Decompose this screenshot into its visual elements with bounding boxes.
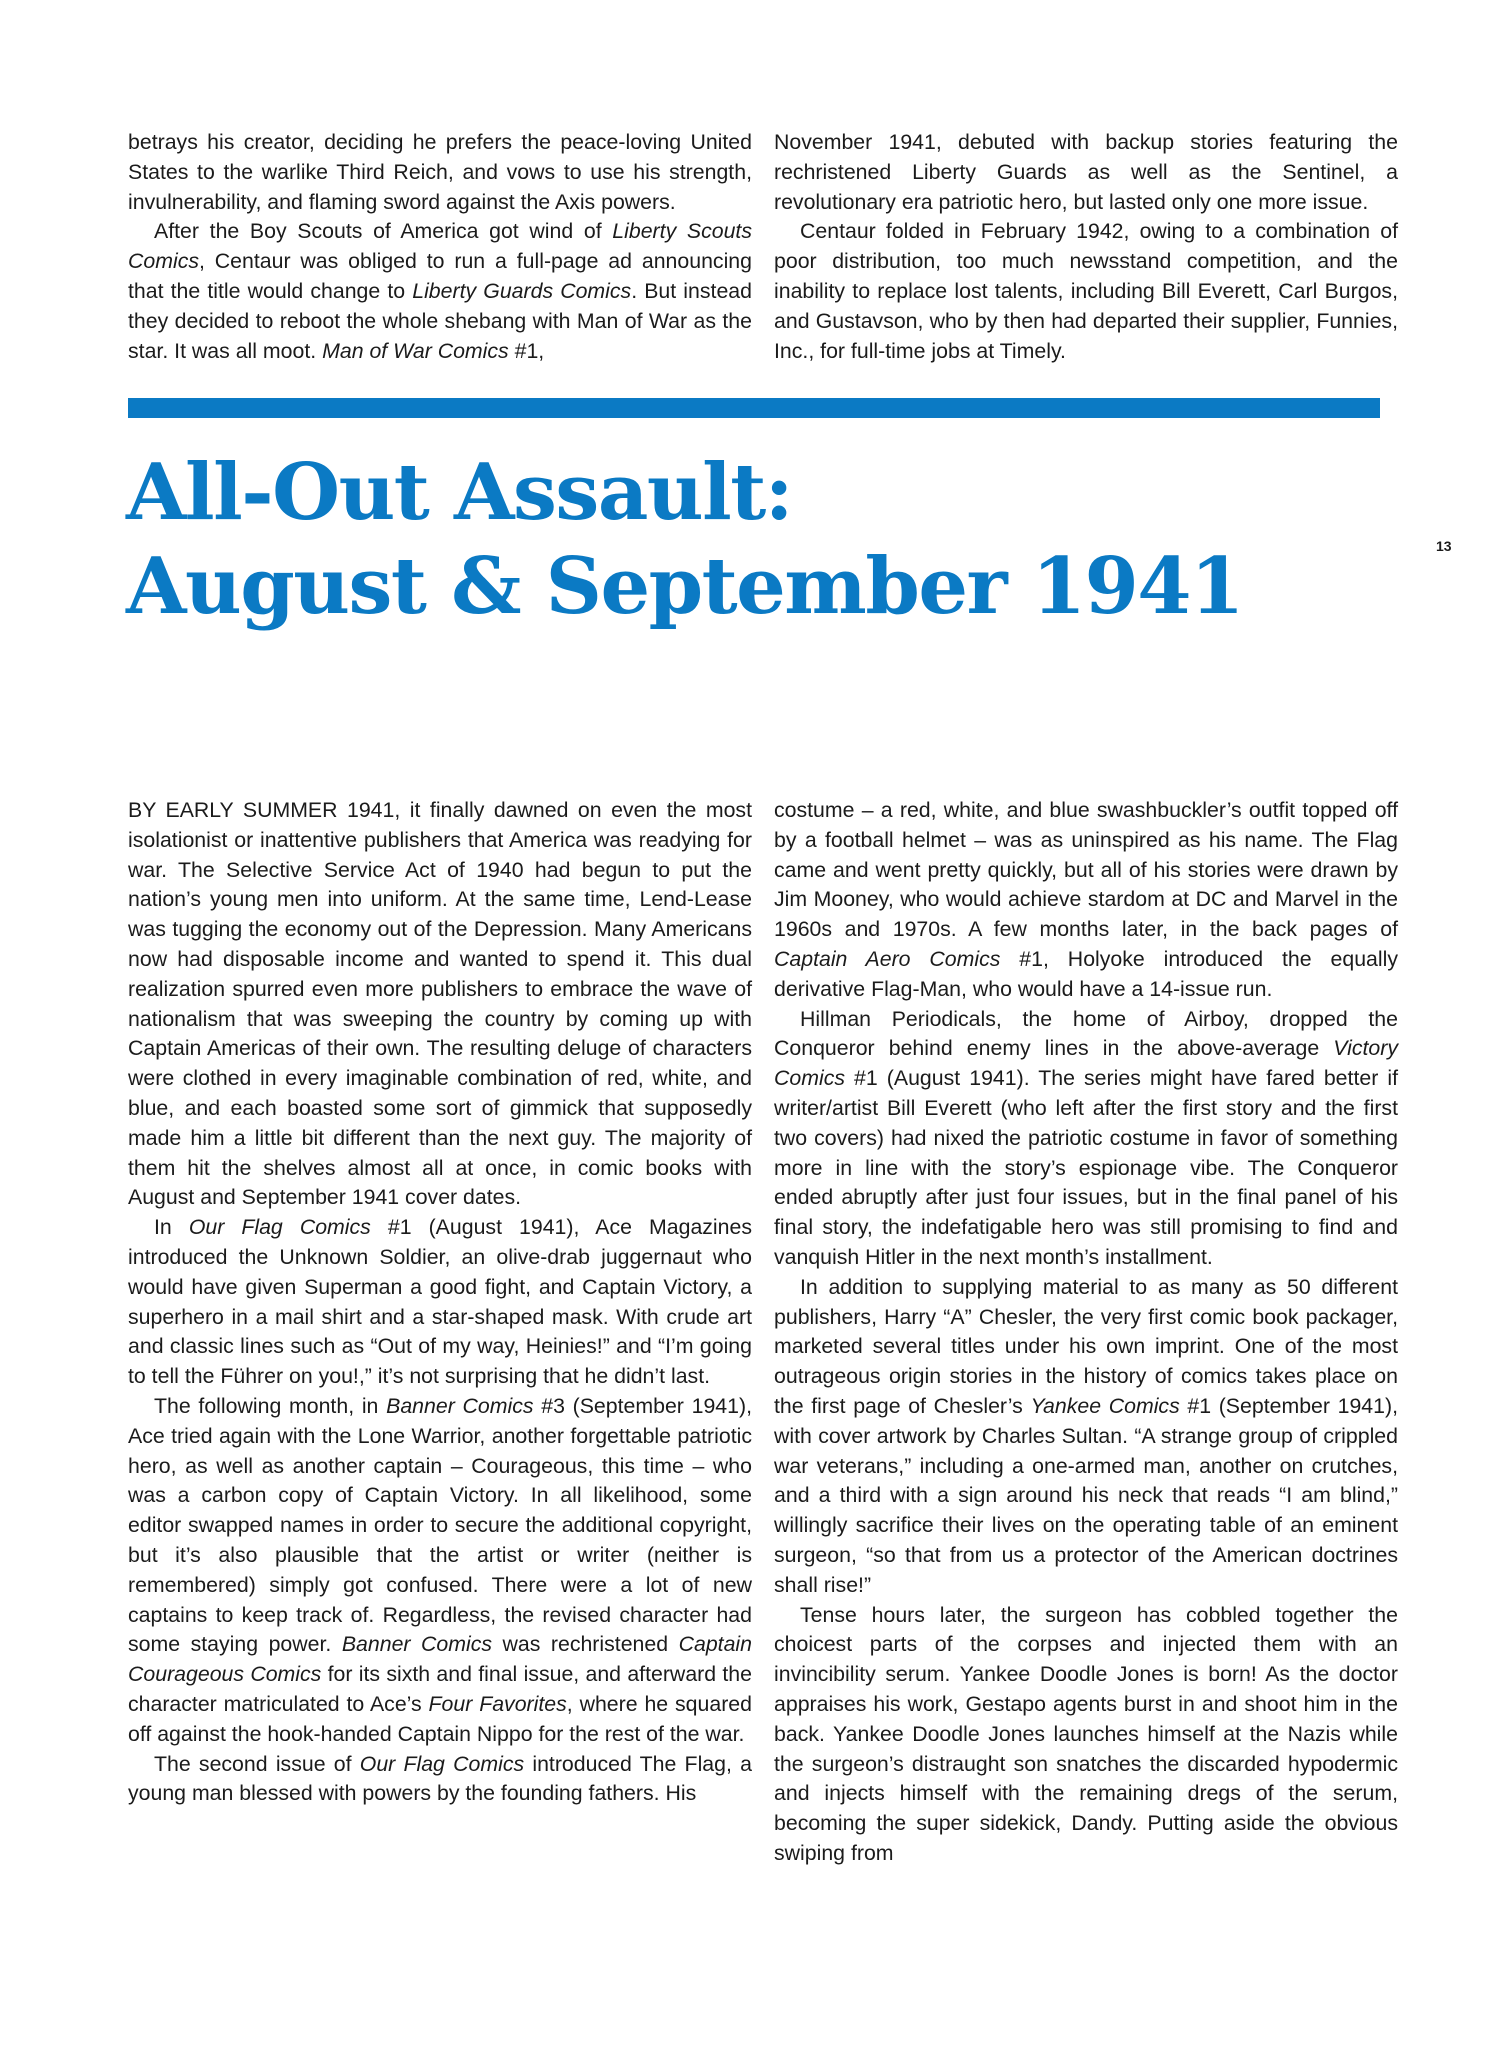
italic-title: Captain Aero Comics (774, 946, 1001, 971)
text-run: costume – a red, white, and blue swashbuckler’s outfit topped off by a football helmet – was as uninspired as his name. The Flag came and went pretty quickly, but all of his stories were drawn by Jim Mooney, who would achieve stardom at DC and Marvel in the 1960s and 1970s. A few months later, in the back pages of (774, 798, 1398, 942)
text-run: Hillman Periodicals, the home of Airboy, dropped the Conqueror behind enemy lines in the above-average (774, 1006, 1398, 1061)
text-run: After the Boy Scouts of America got wind of (154, 219, 613, 244)
paragraph (774, 1005, 1398, 1273)
text-run: Centaur folded in February 1942, owing to a combination of poor distribution, too much newsstand competition, and the inability to replace lost talents, including Bill Everett, Carl Burgos, and Gustavson, who by then had departed their supplier, Funnies, Inc., for full-time jobs at Timely. (774, 219, 1398, 363)
chapter-heading-line-1: All-Out Assault: (126, 447, 793, 538)
text-run: introduced The Flag, a young man blessed with powers by the founding fathers. His (128, 1751, 752, 1806)
paragraph (774, 796, 1398, 1005)
text-run: #1 (August 1941). The series might have fared better if writer/artist Bill Everett (who left after the first story and the first two covers) had nixed the patriotic costume in favor of something more in line with the story’s espionage vibe. The Conqueror ended abruptly after just four issues, but in the final panel of his final story, the indefatigable hero was still promising to find and vanquish Hitler in the next month’s installment. (774, 1066, 1398, 1269)
section-rule (128, 398, 1380, 418)
paragraph (128, 796, 752, 1213)
text-run: The second issue of (154, 1751, 360, 1776)
text-run: . But instead they decided to reboot the whole shebang with Man of War as the star. It was all moot. (128, 278, 752, 363)
italic-title: Four Favorites (428, 1691, 567, 1716)
text-run: betrays his creator, deciding he prefers the peace-loving United States to the warlike Third Reich, and vows to use his strength, invulnerability, and flaming sword against the Axis powers. (128, 130, 752, 214)
text-run: BY EARLY SUMMER 1941, it finally dawned on even the most isolationist or inattentive publishers that America was readying for war. The Selective Service Act of 1940 had begun to put the nation’s young men into uniform. At the same time, Lend-Lease was tugging the economy out of the Depression. Many Americans now had disposable income and wanted to spend it. This dual realization spurred even more publishers to embrace the wave of nationalism that was sweeping the country by coming up with Captain Americas of their own. The resulting deluge of characters were clothed in every imaginable combination of red, white, and blue, and each boasted some sort of gimmick that supposedly made him a little bit different than the next guy. The majority of them hit the shelves almost all at once, in comic books with August and September 1941 cover dates. (128, 798, 752, 1210)
paragraph (128, 1392, 752, 1750)
text-run: #1, (508, 338, 545, 363)
italic-title: Liberty Guards Comics (412, 278, 632, 303)
italic-title: Victory Comics (774, 1036, 1398, 1091)
text-run: The following month, in (154, 1393, 387, 1418)
text-run: In addition to supplying material to as many as 50 different publishers, Harry “A” Chesler, the very first comic book packager, marketed several titles under his own imprint. One of the most outrageous origin stories in the history of comics takes place on the first page of Chesler’s (774, 1274, 1398, 1418)
text-run: for its sixth and final issue, and afterward the character matriculated to Ace’s (128, 1662, 752, 1716)
paragraph (128, 217, 752, 366)
body-left-column (128, 796, 752, 1809)
page-number: 13 (1436, 538, 1452, 554)
italic-title: Liberty Scouts Comics (128, 219, 752, 274)
italic-title: Our Flag Comics (188, 1215, 371, 1240)
paragraph (128, 1750, 752, 1810)
chapter-heading (126, 446, 1426, 634)
text-run: #1 (August 1941), Ace Magazines introduced the Unknown Soldier, an olive-drab juggernaut who would have given Superman a good fight, and Captain Victory, a superhero in a mail shirt and a star-shaped mask. With crude art and classic lines such as “Out of my way, Heinies!” and “I’m going to tell the Führer on you!,” it’s not surprising that he didn’t last. (128, 1215, 753, 1389)
text-run: , Centaur was obliged to run a full-page ad announcing that the title would change to (128, 249, 752, 303)
italic-title: Our Flag Comics (359, 1751, 525, 1776)
paragraph (128, 1213, 752, 1392)
italic-title: Captain Courageous Comics (128, 1632, 752, 1687)
text-run: In (154, 1215, 189, 1240)
paragraph (774, 217, 1398, 366)
text-run: November 1941, debuted with backup stories featuring the rechristened Liberty Guards as well as the Sentinel, a revolutionary era patriotic hero, but lasted only one more issue. (774, 130, 1398, 214)
paragraph (774, 1273, 1398, 1601)
text-run: #1, Holyoke introduced the equally derivative Flag-Man, who would have a 14-issue run. (774, 946, 1398, 1001)
text-run: , where he squared off against the hook-handed Captain Nippo for the rest of the war. (128, 1691, 752, 1746)
text-run: Tense hours later, the surgeon has cobbled together the choicest parts of the corpses and injected them with an invincibility serum. Yankee Doodle Jones is born! As the doctor appraises his work, Gestapo agents burst in and shoot him in the back. Yankee Doodle Jones launches himself at the Nazis while the surgeon’s distraught son snatches the discarded hypodermic and injects himself with the remaining dregs of the serum, becoming the super sidekick, Dandy. Putting aside the obvious swiping from (774, 1602, 1398, 1865)
italic-title: Banner Comics (386, 1393, 534, 1418)
top-left-column (128, 128, 752, 366)
text-run: #1 (September 1941), with cover artwork by Charles Sultan. “A strange group of crippled war veterans,” including a one-armed man, another on crutches, and a third with a sign around his neck that reads “I am blind,” willingly sacrifice their lives on the operating table of an eminent surgeon, “so that from us a protector of the American doctrines shall rise!” (774, 1393, 1399, 1597)
paragraph (128, 128, 752, 217)
paragraph (774, 128, 1398, 217)
paragraph (774, 1601, 1398, 1869)
text-run: was rechristened (492, 1632, 679, 1657)
italic-title: Banner Comics (341, 1632, 492, 1657)
italic-title: Man of War Comics (322, 338, 509, 363)
top-right-column (774, 128, 1398, 366)
text-run: #3 (September 1941), Ace tried again with the Lone Warrior, another forgettable patriotic hero, as well as another captain – Courageous, this time – who was a carbon copy of Captain Victory. In all likelihood, some editor swapped names in order to secure the additional copyright, but it’s also plausible that the artist or writer (neither is remembered) simply got confused. There were a lot of new captains to keep track of. Regardless, the revised character had some staying power. (128, 1393, 753, 1657)
body-right-column (774, 796, 1398, 1869)
chapter-heading-line-2: August & September 1941 (126, 541, 1243, 632)
italic-title: Yankee Comics (1030, 1393, 1180, 1418)
